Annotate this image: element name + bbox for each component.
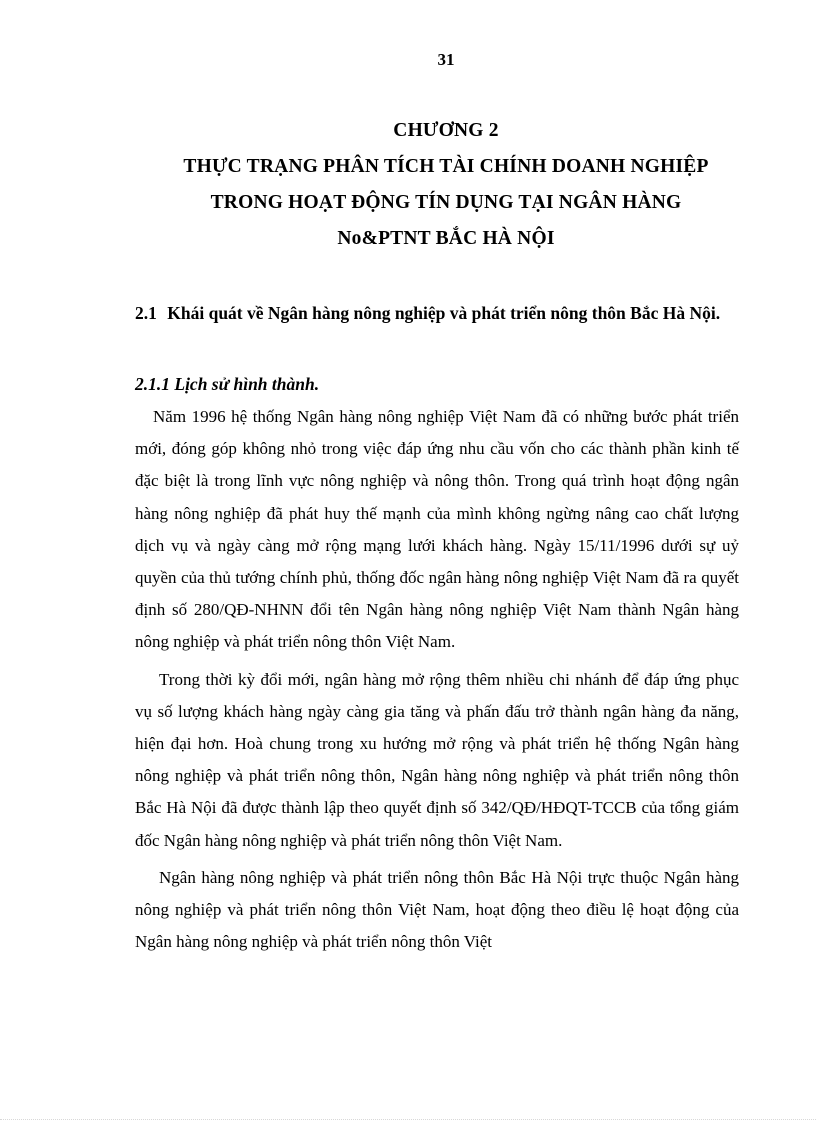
page-number: 31 xyxy=(437,50,455,69)
section-title: Khái quát về Ngân hàng nông nghiệp và phát triển nông thôn Bắc Hà Nội. xyxy=(167,303,721,323)
chapter-label: CHƯƠNG 2 xyxy=(393,120,499,141)
chapter-title-line-1: THỰC TRẠNG PHÂN TÍCH TÀI CHÍNH DOANH NGHIỆP xyxy=(183,156,709,177)
chapter-title-line-3: No&PTNT BẮC HÀ NỘI xyxy=(337,228,555,249)
paragraph-3: Ngân hàng nông nghiệp và phát triển nông thôn Bắc Hà Nội trực thuộc Ngân hàng nông nghiệp và phát triển nông thôn Việt Nam, hoạt động theo điều lệ hoạt động của Ngân hàng nông nghiệp và phát triển nông thôn Việt xyxy=(135,867,739,952)
body-text xyxy=(135,401,739,958)
paragraph-2: Trong thời kỳ đổi mới, ngân hàng mở rộng thêm nhiều chi nhánh để đáp ứng phục vụ số lượng khách hàng ngày càng gia tăng và phấn đấu trở thành ngân hàng đa năng, hiện đại hơn. Hoà chung trong xu hướng mở rộng và phát triển hệ thống Ngân hàng nông nghiệp và phát triển nông thôn, Ngân hàng nông nghiệp và phát triển nông thôn Bắc Hà Nội đã được thành lập theo quyết định số 342/QĐ/HĐQT-TCCB của tổng giám đốc Ngân hàng nông nghiệp và phát triển nông thôn Việt Nam. xyxy=(135,669,739,850)
paragraph-1: Năm 1996 hệ thống Ngân hàng nông nghiệp Việt Nam đã có những bước phát triển mới, đóng góp không nhỏ trong việc đáp ứng nhu cầu vốn cho các thành phần kinh tế đặc biệt là trong lĩnh vực nông nghiệp và nông thôn. Trong quá trình hoạt động ngân hàng nông nghiệp đã phát huy thế mạnh của mình không ngừng nâng cao chất lượng dịch vụ và ngày càng mở rộng mạng lưới khách hàng. Ngày 15/11/1996 dưới sự uỷ quyền của thủ tướng chính phủ, thống đốc ngân hàng nông nghiệp Việt Nam đã ra quyết định số 280/QĐ-NHNN đổi tên Ngân hàng nông nghiệp Việt Nam thành Ngân hàng nông nghiệp và phát triển nông thôn Việt Nam. xyxy=(135,407,739,652)
chapter-title-line-2: TRONG HOẠT ĐỘNG TÍN DỤNG TẠI NGÂN HÀNG xyxy=(210,192,682,213)
chapter-heading xyxy=(60,113,816,257)
page-bottom-rule xyxy=(0,1119,816,1120)
subsection-heading: 2.1.1 Lịch sử hình thành. xyxy=(135,374,320,394)
section-heading xyxy=(135,298,738,329)
section-number: 2.1 xyxy=(135,303,157,323)
